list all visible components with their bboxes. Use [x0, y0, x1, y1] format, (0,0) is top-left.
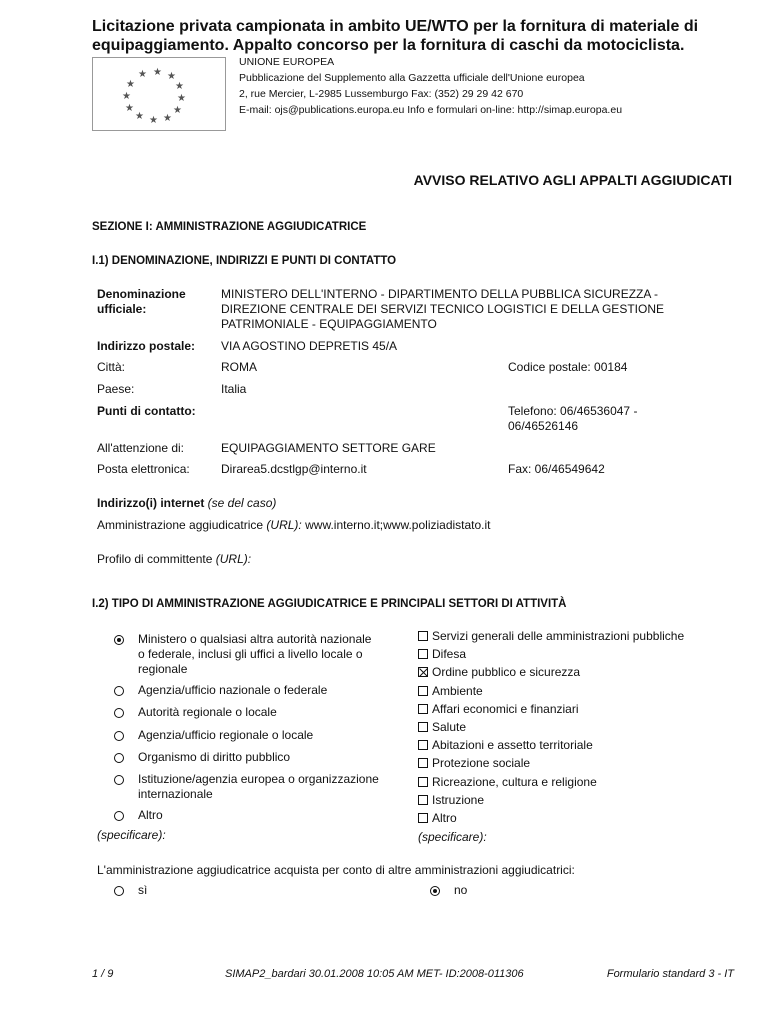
type-radio-3[interactable]	[114, 731, 124, 741]
citta-value: ROMA	[221, 360, 257, 374]
section-heading: SEZIONE I: AMMINISTRAZIONE AGGIUDICATRICE	[92, 221, 367, 233]
sector-label-10: Altro	[432, 811, 457, 825]
denominazione-line-2: DIREZIONE CENTRALE DEI SERVIZI TECNICO LOGISTICI E DELLA GESTIONE	[221, 302, 664, 316]
email-value: Dirarea5.dcstlgp@interno.it	[221, 462, 367, 476]
internet-hint: (se del caso)	[207, 496, 277, 510]
sector-checkbox-4[interactable]	[418, 704, 428, 714]
indirizzo-value: VIA AGOSTINO DEPRETIS 45/A	[221, 339, 398, 353]
type-label-0-line-3: regionale	[138, 662, 188, 676]
sector-label-1: Difesa	[432, 647, 467, 662]
url-hint: (URL):	[266, 518, 302, 532]
sector-label-8: Ricreazione, cultura e religione	[432, 774, 597, 789]
internet-label: Indirizzo(i) internet	[97, 496, 205, 510]
denominazione-label-1: Denominazione	[97, 287, 186, 301]
contatto-label: Punti di contatto:	[97, 404, 196, 418]
footer-meta: SIMAP2_bardari 30.01.2008 10:05 AM MET- ID:2008-011306	[225, 968, 524, 980]
amministrazione-url[interactable]: www.interno.it;www.poliziadistato.it	[305, 518, 491, 532]
telefono-line-2: 06/46526146	[508, 419, 579, 433]
types-specify: (specificare):	[97, 828, 166, 842]
sector-checkbox-10[interactable]	[418, 813, 428, 823]
sector-checkbox-2[interactable]	[418, 667, 428, 677]
type-label-6: Altro	[138, 808, 163, 822]
sector-checkbox-1[interactable]	[418, 649, 428, 659]
amministrazione-url-row	[97, 518, 491, 532]
sector-checkbox-9[interactable]	[418, 795, 428, 805]
attenzione-label: All'attenzione di:	[97, 441, 185, 455]
sector-label-9: Istruzione	[432, 792, 485, 807]
sector-label-5: Salute	[432, 720, 467, 734]
paese-label: Paese:	[97, 382, 135, 396]
internet-row	[97, 496, 276, 510]
sector-checkbox-6[interactable]	[418, 740, 428, 750]
type-label-5-line-1: Istituzione/agenzia europea o organizzazione	[138, 772, 379, 786]
telefono-line-1: Telefono: 06/46536047 -	[508, 404, 638, 418]
sector-label-3: Ambiente	[432, 683, 483, 698]
header-org: UNIONE EUROPEA	[239, 56, 335, 68]
subsection-1-heading: I.1) DENOMINAZIONE, INDIRIZZI E PUNTI DI CONTATTO	[92, 255, 397, 267]
sectors-specify: (specificare):	[418, 830, 487, 844]
type-label-4: Organismo di diritto pubblico	[138, 750, 291, 764]
type-label-2: Autorità regionale o locale	[138, 705, 277, 719]
header-line-1: Pubblicazione del Supplemento alla Gazzetta ufficiale dell'Unione europea	[239, 72, 585, 84]
type-radio-2[interactable]	[114, 708, 124, 718]
sector-label-0: Servizi generali delle amministrazioni pubbliche	[432, 629, 685, 643]
type-label-5-line-2: internazionale	[138, 787, 213, 801]
header-line-2: 2, rue Mercier, L-2985 Lussemburgo Fax: (352) 29 29 42 670	[239, 88, 524, 100]
behalf-yes-label: sì	[138, 883, 148, 897]
denominazione-label-2: ufficiale:	[97, 302, 147, 316]
amministrazione-label: Amministrazione aggiudicatrice	[97, 518, 264, 532]
sector-checkbox-5[interactable]	[418, 722, 428, 732]
subsection-2-heading: I.2) TIPO DI AMMINISTRAZIONE AGGIUDICATRICE E PRINCIPALI SETTORI DI ATTIVITÀ	[92, 598, 567, 610]
type-radio-4[interactable]	[114, 753, 124, 763]
header-line-3: E-mail: ojs@publications.europa.eu Info e formulari on-line: http://simap.europa.eu	[239, 104, 623, 116]
type-label-3: Agenzia/ufficio regionale o locale	[138, 728, 314, 742]
codice-postale: Codice postale: 00184	[508, 360, 628, 374]
profilo-row	[97, 552, 251, 566]
behalf-question: L'amministrazione aggiudicatrice acquista per conto di altre amministrazioni aggiudicatrici:	[97, 863, 575, 877]
type-label-1: Agenzia/ufficio nazionale o federale	[138, 683, 328, 697]
email-label: Posta elettronica:	[97, 462, 190, 476]
denominazione-line-1: MINISTERO DELL'INTERNO - DIPARTIMENTO DELLA PUBBLICA SICUREZZA -	[221, 287, 659, 301]
type-radio-1[interactable]	[114, 686, 124, 696]
fax-value: Fax: 06/46549642	[508, 462, 605, 476]
sector-checkbox-0[interactable]	[418, 631, 428, 641]
profilo-label: Profilo di committente	[97, 552, 213, 566]
type-radio-0[interactable]	[114, 635, 124, 645]
footer-form: Formulario standard 3 - IT	[606, 968, 734, 980]
type-label-5	[138, 772, 379, 802]
denominazione-line-3: PATRIMONIALE - EQUIPAGGIAMENTO	[221, 317, 437, 331]
type-radio-5[interactable]	[114, 775, 124, 785]
behalf-no-radio[interactable]	[430, 886, 440, 896]
sector-label-7: Protezione sociale	[432, 756, 531, 771]
eu-flag-icon: ★ ★ ★ ★ ★ ★ ★ ★ ★ ★ ★ ★	[92, 57, 226, 131]
type-label-0-line-2: o federale, inclusi gli uffici a livello locale o	[138, 647, 363, 661]
sector-checkbox-8[interactable]	[418, 777, 428, 787]
behalf-no-label: no	[454, 883, 468, 897]
sector-label-2: Ordine pubblico e sicurezza	[432, 665, 581, 680]
citta-label: Città:	[97, 360, 126, 374]
notice-title: AVVISO RELATIVO AGLI APPALTI AGGIUDICATI	[413, 172, 732, 188]
type-label-0	[138, 632, 371, 677]
document-title: Licitazione privata campionata in ambito UE/WTO per la fornitura di materiale di equipaggiamento. Appalto concorso per la fornitura di caschi da motociclista.	[92, 18, 699, 54]
footer-page: 1 / 9	[92, 968, 114, 980]
sector-label-6: Abitazioni e assetto territoriale	[432, 738, 593, 753]
attenzione-value: EQUIPAGGIAMENTO SETTORE GARE	[221, 441, 436, 455]
type-radio-6[interactable]	[114, 811, 124, 821]
sector-checkbox-3[interactable]	[418, 686, 428, 696]
profilo-url-hint: (URL):	[215, 552, 252, 566]
indirizzo-label: Indirizzo postale:	[97, 339, 196, 353]
paese-value: Italia	[221, 382, 247, 396]
sector-checkbox-7[interactable]	[418, 758, 428, 768]
type-label-0-line-1: Ministero o qualsiasi altra autorità nazionale	[138, 632, 372, 646]
sector-label-4: Affari economici e finanziari	[432, 701, 579, 716]
behalf-yes-radio[interactable]	[114, 886, 124, 896]
